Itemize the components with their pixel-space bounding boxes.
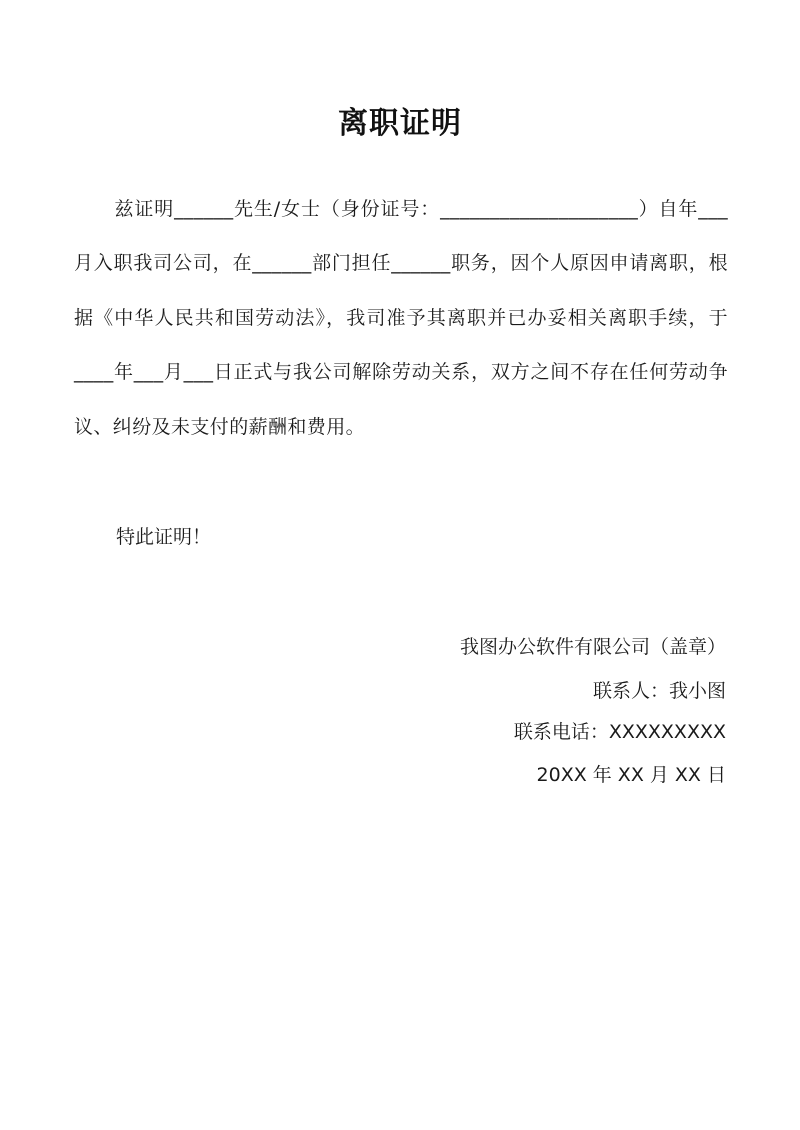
company-signature: 我图办公软件有限公司（盖章）: [459, 636, 726, 658]
closing-statement: 特此证明！: [116, 526, 212, 548]
contact-person: 联系人：我小图: [592, 680, 726, 702]
body-paragraph: [74, 182, 728, 454]
document-title: 离职证明: [338, 106, 462, 141]
body-text: 兹证明______先生/女士（身份证号：____________________）自年___月入职我司公司，在______部门担任______职务，因个人原因申请离职，根据《中华人民共和国劳动法》，我司准予其离职并已办妥相关离职手续，于____年___月___日正式与我公司解除劳动关系，双方之间不存在任何劳动争议、纠纷及未支付的薪酬和费用。: [74, 198, 728, 438]
signature-date: 20XX 年 XX 月 XX 日: [536, 764, 726, 786]
contact-phone: 联系电话：XXXXXXXXX: [513, 721, 726, 743]
